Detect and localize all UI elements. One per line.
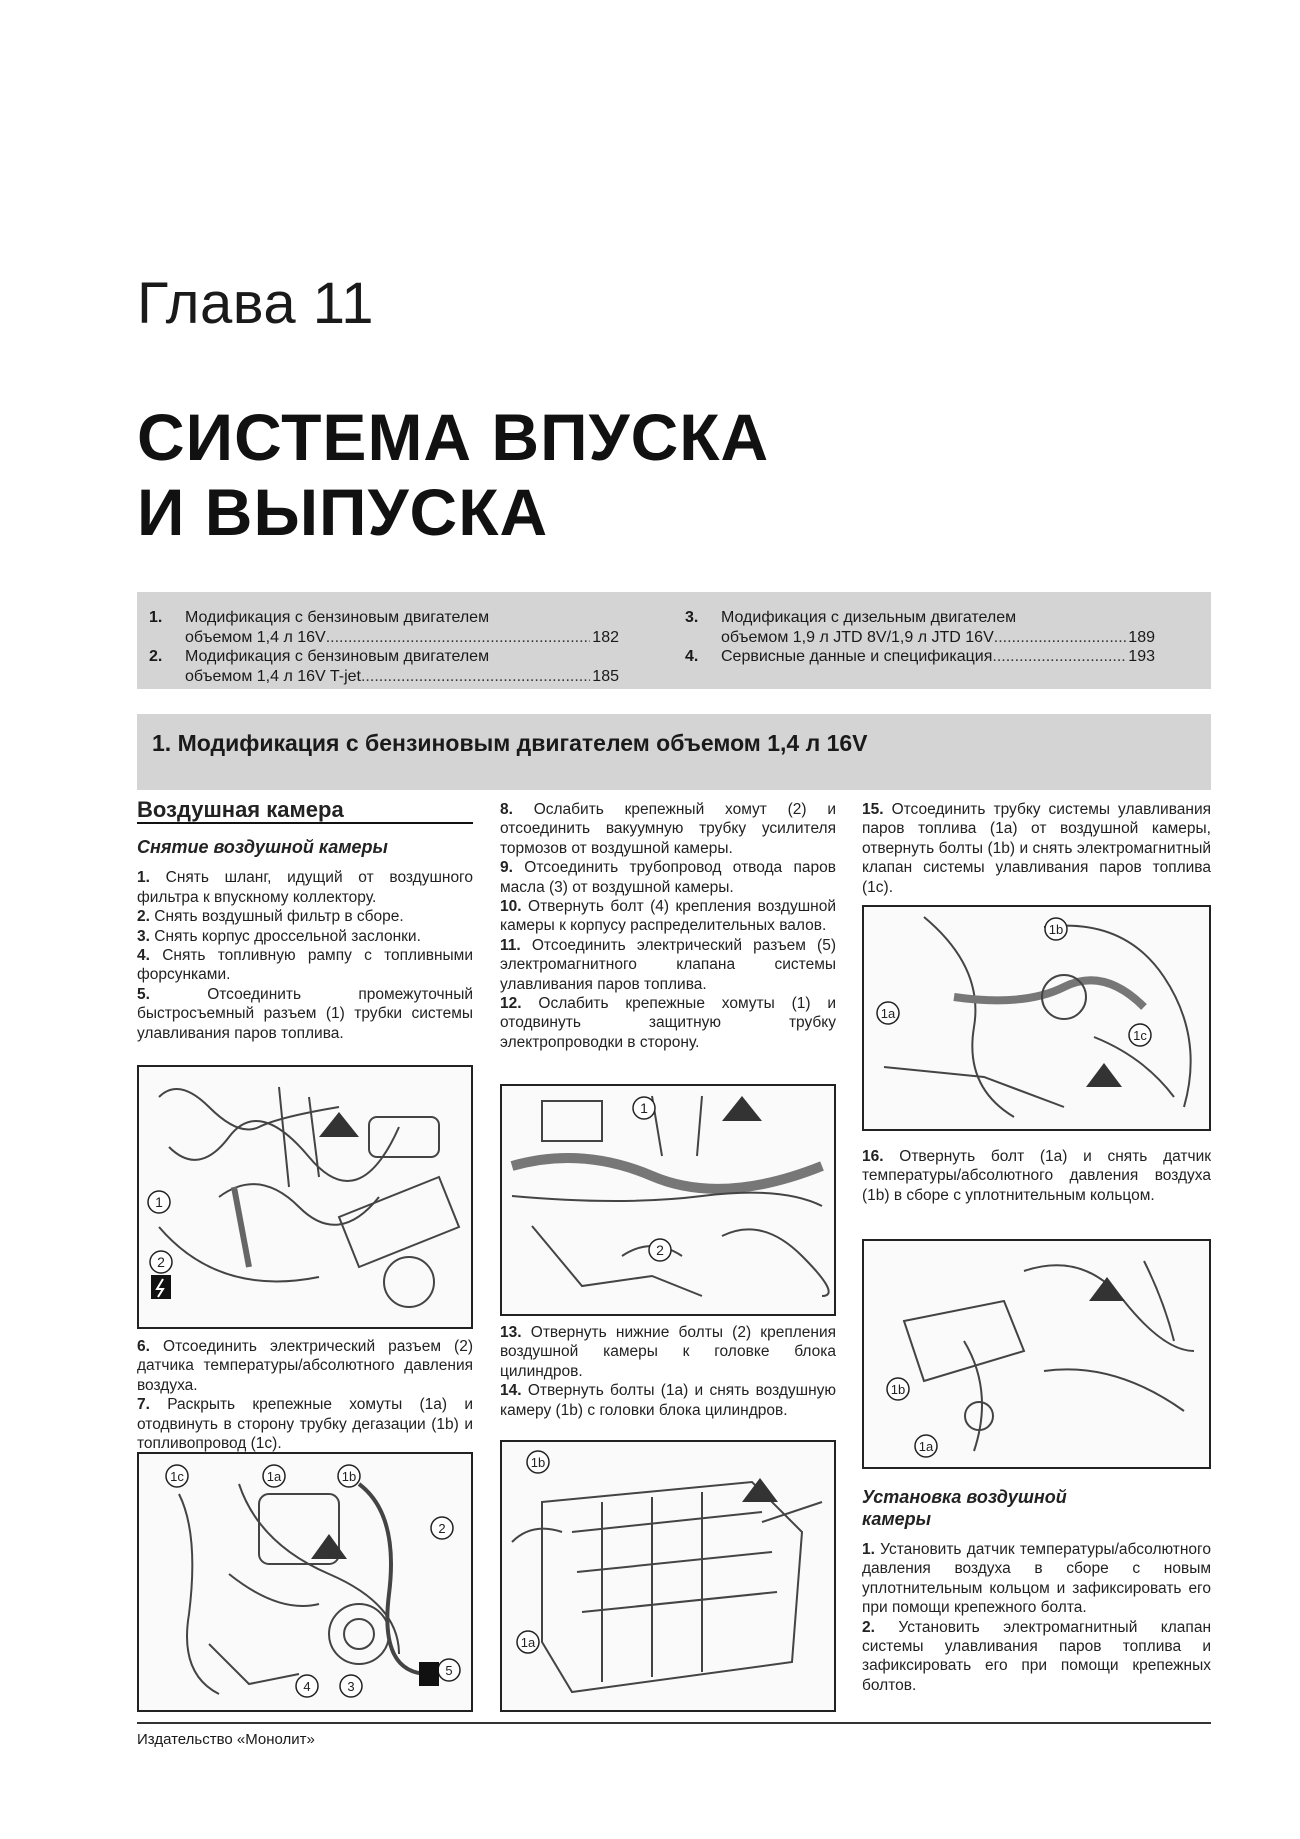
toc-item-2[interactable]: [149, 647, 619, 686]
callout-label: 1b: [341, 1469, 357, 1484]
step-number: 2.: [137, 908, 150, 926]
step-number: 1.: [137, 869, 150, 887]
step-number: 10.: [500, 898, 522, 916]
step-number: 12.: [500, 995, 522, 1013]
step-item: [137, 985, 473, 1043]
publisher-footer: Издательство «Монолит»: [137, 1731, 315, 1748]
step-item: [500, 858, 836, 897]
toc-item-1[interactable]: [149, 608, 619, 647]
table-of-contents: [137, 592, 1211, 689]
step-item: [137, 868, 473, 907]
figure-wiring-tube: [500, 1084, 836, 1316]
toc-num: 4.: [685, 648, 699, 665]
step-number: 3.: [137, 927, 150, 945]
toc-page: 189: [1128, 628, 1155, 646]
callout-label: 1a: [520, 1635, 536, 1650]
chapter-label: Глава 11: [137, 271, 374, 336]
step-text: Установить датчик температуры/абсолютного давления воздуха в сборе с новым уплотнительным кольцом и зафиксировать его при помощи крепежного болта.: [862, 1541, 1211, 1617]
callout-label: 1b: [530, 1455, 546, 1470]
column-1-top: [137, 797, 473, 1043]
step-text: Отсоединить электрический разъем (2) датчика температуры/абсолютного давления воздуха.: [137, 1338, 473, 1394]
column-3-mid: [862, 1147, 1211, 1205]
step-text: Отсоединить промежуточный быстросъемный разъем (1) трубки системы улавливания паров топлива.: [137, 985, 473, 1042]
column-1-bottom: [137, 1337, 473, 1453]
step-item: [500, 936, 836, 994]
step-text: Отсоединить электрический разъем (5) электромагнитного клапана системы улавливания паров топлива.: [500, 936, 836, 993]
step-item: [137, 907, 473, 926]
title-line-2: И ВЫПУСКА: [137, 475, 549, 549]
toc-text: Модификация с бензиновым двигателем: [185, 609, 490, 626]
toc-text: Модификация с дизельным двигателем: [721, 609, 1017, 626]
figure-intake-manifold: [500, 1440, 836, 1712]
step-item: [862, 1618, 1211, 1696]
callout-label: 2: [438, 1521, 446, 1536]
toc-page: 193: [1128, 648, 1155, 665]
step-number: 13.: [500, 1324, 522, 1341]
step-text: Снять шланг, идущий от воздушного фильтра к впускному коллектору.: [137, 869, 473, 906]
step-text: Отсоединить трубку системы улавливания паров топлива (1а) от воздушной камеры, отвернуть болты (1b) и снять электромагнитный клапан системы улавливания паров топлива (1с).: [862, 801, 1211, 896]
section-title: 1. Модификация с бензиновым двигателем объемом 1,4 л 16V: [152, 730, 868, 756]
step-item: [500, 994, 836, 1052]
step-item: [137, 927, 473, 946]
step-text: Установить электромагнитный клапан системы улавливания паров топлива и зафиксировать его при помощи крепежных болтов.: [862, 1618, 1212, 1694]
step-item: [862, 800, 1211, 897]
callout-label: 1: [640, 1100, 648, 1116]
step-text: Отсоединить трубопровод отвода паров масла (3) от воздушной камеры.: [500, 859, 836, 896]
callout-label: 1b: [1048, 922, 1064, 937]
figure-solenoid-valve: [862, 905, 1211, 1131]
subsection-heading: Снятие воздушной камеры: [137, 837, 388, 858]
step-text: Отвернуть болт (4) крепления воздушной камеры к корпусу распределительных валов.: [500, 898, 836, 935]
step-item: [862, 1540, 1211, 1618]
subsection-heading: Установка воздушной камеры: [862, 1487, 1067, 1529]
step-number: 9.: [500, 859, 513, 877]
step-text: Отвернуть нижние болты (2) крепления воздушной камеры к головке блока цилиндров.: [500, 1324, 836, 1380]
step-number: 16.: [862, 1148, 884, 1165]
step-number: 14.: [500, 1382, 522, 1400]
step-number: 8.: [500, 801, 513, 818]
step-number: 6.: [137, 1338, 150, 1355]
step-number: 4.: [137, 947, 150, 965]
toc-item-3[interactable]: [685, 608, 1155, 647]
step-number: 1.: [862, 1541, 875, 1558]
callout-label: 1b: [890, 1382, 906, 1397]
toc-text: объемом 1,4 л 16V T-jet: [185, 667, 361, 685]
step-text: Снять воздушный фильтр в сборе.: [154, 908, 404, 926]
step-number: 11.: [500, 936, 521, 954]
footer-divider: [137, 1722, 1211, 1724]
figure-engine-hoses: [137, 1065, 473, 1329]
step-item: [137, 1337, 473, 1395]
section-header: [137, 714, 1211, 790]
column-3-bottom: [862, 1486, 1211, 1695]
step-number: 15.: [862, 801, 884, 818]
column-2-bottom: [500, 1323, 836, 1420]
section-heading: Воздушная камера: [137, 800, 473, 824]
step-item: [500, 1381, 836, 1420]
step-number: 5.: [137, 985, 150, 1003]
step-number: 7.: [137, 1396, 150, 1414]
page-title: [137, 400, 769, 550]
toc-num: 3.: [685, 609, 699, 626]
step-text: Снять корпус дроссельной заслонки.: [154, 927, 421, 945]
step-item: [862, 1147, 1211, 1205]
step-item: [500, 800, 836, 858]
column-2-top: [500, 800, 836, 1052]
step-number: 2.: [862, 1618, 875, 1636]
figure-pressure-sensor: [862, 1239, 1211, 1469]
step-text: Отвернуть болт (1а) и снять датчик температуры/абсолютного давления воздуха (1b) в сборе с уплотнительным кольцом.: [862, 1148, 1212, 1204]
callout-label: 2: [656, 1242, 664, 1258]
toc-text: Модификация с бензиновым двигателем: [185, 648, 490, 665]
callout-label: 1a: [918, 1439, 934, 1454]
toc-text: Сервисные данные и спецификация: [721, 648, 993, 665]
step-text: Снять топливную рампу с топливными форсунками.: [137, 947, 473, 984]
toc-item-4[interactable]: [685, 647, 1155, 667]
toc-text: объемом 1,9 л JTD 8V/1,9 л JTD 16V: [721, 628, 994, 646]
toc-page: 185: [592, 667, 619, 685]
step-item: [500, 1323, 836, 1381]
figure-hoses-clamps: [137, 1452, 473, 1712]
callout-label: 1: [155, 1194, 163, 1210]
callout-label: 5: [445, 1663, 453, 1678]
step-item: [137, 946, 473, 985]
step-text: Ослабить крепежный хомут (2) и отсоединить вакуумную трубку усилителя тормозов от воздушной камеры.: [500, 801, 836, 857]
step-item: [137, 1395, 473, 1453]
toc-text: объемом 1,4 л 16V: [185, 628, 326, 646]
step-text: Ослабить крепежные хомуты (1) и отодвинуть защитную трубку электропроводки в сторону.: [500, 995, 837, 1051]
step-text: Отвернуть болты (1а) и снять воздушную камеру (1b) с головки блока цилиндров.: [500, 1382, 837, 1419]
toc-num: 1.: [149, 609, 163, 626]
callout-label: 2: [157, 1254, 165, 1270]
toc-num: 2.: [149, 648, 163, 665]
step-text: Раскрыть крепежные хомуты (1а) и отодвинуть в сторону трубку дегазации (1b) и топливопровод (1с).: [137, 1396, 473, 1453]
callout-label: 1a: [880, 1006, 896, 1021]
toc-page: 182: [592, 628, 619, 646]
step-item: [500, 897, 836, 936]
callout-label: 1c: [1133, 1028, 1147, 1043]
column-3-top: [862, 800, 1211, 897]
callout-label: 1a: [266, 1469, 282, 1484]
callout-label: 3: [347, 1679, 355, 1694]
title-line-1: СИСТЕМА ВПУСКА: [137, 400, 770, 474]
callout-label: 1c: [170, 1469, 184, 1484]
callout-label: 4: [303, 1679, 311, 1694]
